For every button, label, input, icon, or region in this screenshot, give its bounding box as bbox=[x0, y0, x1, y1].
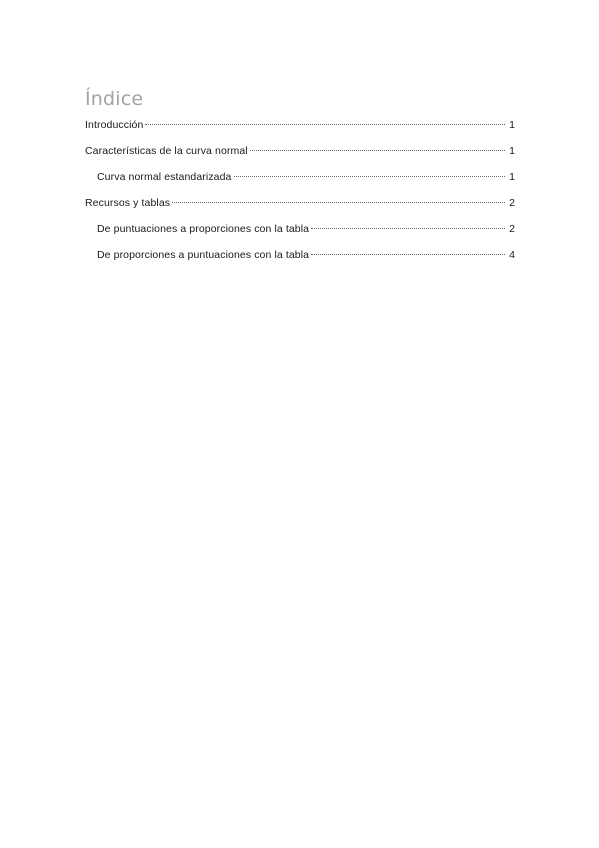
toc-dot-leader bbox=[172, 202, 505, 203]
toc-title: Índice bbox=[85, 88, 144, 110]
toc-page-number: 1 bbox=[509, 119, 515, 131]
toc-dot-leader bbox=[311, 254, 505, 255]
toc-entry-label: De puntuaciones a proporciones con la tabla bbox=[97, 223, 310, 235]
toc-page-number: 1 bbox=[509, 171, 515, 183]
toc-dot-leader bbox=[311, 228, 505, 229]
toc-entry-recursos-tablas[interactable] bbox=[85, 194, 515, 220]
toc-entry-label: De proporciones a puntuaciones con la tabla bbox=[97, 249, 310, 261]
toc-dot-leader bbox=[234, 176, 505, 177]
toc-entry-label: Recursos y tablas bbox=[85, 197, 171, 209]
toc-page-number: 2 bbox=[509, 223, 515, 235]
toc-entry-label: Introducción bbox=[85, 119, 144, 131]
toc-page-number: 2 bbox=[509, 197, 515, 209]
toc-dot-leader bbox=[250, 150, 505, 151]
toc-entry-proporciones-a-puntuaciones[interactable] bbox=[85, 246, 515, 272]
toc-page-number: 1 bbox=[509, 145, 515, 157]
toc-entry-curva-estandarizada[interactable] bbox=[85, 168, 515, 194]
toc-entry-introduccion[interactable] bbox=[85, 116, 515, 142]
toc-entry-label: Curva normal estandarizada bbox=[97, 171, 232, 183]
toc-dot-leader bbox=[145, 124, 505, 125]
table-of-contents bbox=[85, 116, 515, 272]
toc-page-number: 4 bbox=[509, 249, 515, 261]
toc-entry-label: Características de la curva normal bbox=[85, 145, 248, 157]
toc-entry-caracteristicas[interactable] bbox=[85, 142, 515, 168]
toc-entry-puntuaciones-a-proporciones[interactable] bbox=[85, 220, 515, 246]
